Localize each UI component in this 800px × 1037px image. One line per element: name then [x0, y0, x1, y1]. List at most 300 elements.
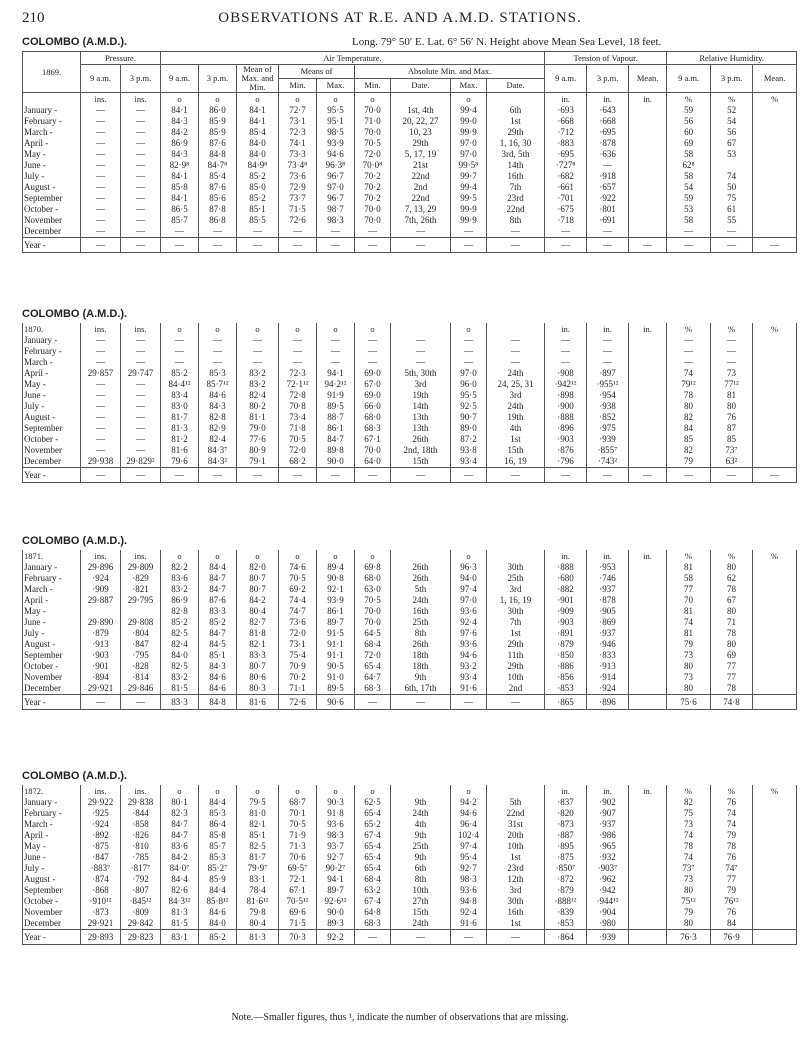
table-cell: — — [121, 116, 161, 127]
table-cell — [753, 885, 797, 896]
table-cell: 70·0 — [355, 617, 391, 628]
table-cell: — — [487, 238, 545, 253]
station-heading — [22, 308, 792, 323]
table-cell: 69 — [711, 650, 753, 661]
table-cell: — — [587, 226, 629, 238]
table-cell: ·657 — [587, 182, 629, 193]
table-cell — [629, 160, 667, 171]
table-cell: 93·6 — [451, 606, 487, 617]
table-cell: 22nd — [487, 204, 545, 215]
table-cell: ·914 — [587, 672, 629, 683]
table-cell: 75 — [667, 808, 711, 819]
table-cell: 78 — [711, 628, 753, 639]
table-cell: 84·0⁷ — [161, 863, 199, 874]
table-cell: ·868 — [81, 885, 121, 896]
table-row — [23, 149, 797, 160]
table-cell — [753, 573, 797, 584]
table-cell: 29·846 — [121, 683, 161, 695]
table-cell — [753, 182, 797, 193]
table-cell: — — [121, 445, 161, 456]
table-cell — [629, 226, 667, 238]
table-cell: ·882 — [545, 584, 587, 595]
table-cell: 98·3 — [451, 874, 487, 885]
table-cell: 86·9 — [161, 595, 199, 606]
month-label: May - — [23, 841, 81, 852]
unit-cell: in. — [545, 93, 587, 106]
table-cell: 87·6 — [199, 182, 237, 193]
unit-cell: in. — [587, 323, 629, 335]
table-cell: 96·3 — [451, 562, 487, 573]
unit-cell: ins. — [81, 550, 121, 562]
table-cell: 82·8 — [199, 412, 237, 423]
table-cell: ·876 — [545, 445, 587, 456]
table-cell: ·980 — [587, 918, 629, 930]
table-cell: 83·2 — [237, 379, 279, 390]
table-cell: — — [81, 346, 121, 357]
table-cell: 70·2 — [355, 171, 391, 182]
table-cell — [753, 379, 797, 390]
table-cell: — — [487, 346, 545, 357]
unit-cell — [487, 785, 545, 797]
table-row — [23, 127, 797, 138]
unit-cell: o — [279, 550, 317, 562]
table-cell: — — [711, 226, 753, 238]
table-cell: — — [199, 468, 237, 483]
table-cell: 81 — [667, 606, 711, 617]
table-cell: 3rd — [487, 584, 545, 595]
table-cell: 80 — [667, 401, 711, 412]
table-cell: 79·9⁷ — [237, 863, 279, 874]
table-cell: 29·747 — [121, 368, 161, 379]
table-cell: — — [451, 930, 487, 945]
table-cell: 29th — [487, 661, 545, 672]
table-cell: 84·4¹² — [161, 379, 199, 390]
unit-cell: o — [451, 93, 487, 106]
unit-cell: % — [667, 323, 711, 335]
table-cell: 99·4 — [451, 105, 487, 116]
table-cell: 84·6 — [199, 672, 237, 683]
table-cell — [629, 182, 667, 193]
table-cell: 65·4 — [355, 808, 391, 819]
table-cell: 85·2 — [199, 617, 237, 628]
month-label: September — [23, 885, 81, 896]
table-cell: ·879 — [545, 639, 587, 650]
table-cell: — — [279, 238, 317, 253]
table-cell: 29·838 — [121, 797, 161, 808]
table-row — [23, 885, 797, 896]
table-cell: 85·4 — [237, 127, 279, 138]
table-cell: ·845¹² — [121, 896, 161, 907]
table-cell: 81·7 — [237, 852, 279, 863]
table-cell: 3rd, 5th — [487, 149, 545, 160]
table-cell: 94·0 — [451, 573, 487, 584]
table-cell: — — [81, 468, 121, 483]
table-row — [23, 628, 797, 639]
table-cell: 84·1 — [161, 171, 199, 182]
table-cell: 91·9 — [317, 390, 355, 401]
table-cell: — — [629, 238, 667, 253]
table-cell: — — [667, 346, 711, 357]
table-cell: ·829 — [121, 573, 161, 584]
table-cell: ·918 — [587, 171, 629, 182]
table-cell: — — [317, 346, 355, 357]
table-cell: 70·0 — [355, 105, 391, 116]
table-cell: 84·1 — [161, 105, 199, 116]
table-cell: 83·6 — [161, 841, 199, 852]
table-cell: — — [121, 434, 161, 445]
section-1870 — [22, 308, 792, 483]
table-cell: 6th, 17th — [391, 683, 451, 695]
table-cell: 61 — [711, 204, 753, 215]
table-cell: ·743² — [587, 456, 629, 468]
table-cell: ·905 — [587, 606, 629, 617]
table-cell: 78 — [711, 683, 753, 695]
table-cell: 84·0 — [237, 138, 279, 149]
table-cell: 29·795 — [121, 595, 161, 606]
table-cell: 76 — [711, 412, 753, 423]
table-cell: 70·5 — [279, 819, 317, 830]
table-cell: 58 — [667, 149, 711, 160]
table-cell: ·675 — [545, 204, 587, 215]
table-cell: 68·3 — [355, 423, 391, 434]
unit-cell — [487, 550, 545, 562]
table-cell: 80 — [711, 562, 753, 573]
table-cell: 79 — [667, 639, 711, 650]
table-cell: 64·0 — [355, 456, 391, 468]
table-cell: 84·2 — [161, 127, 199, 138]
table-cell: 85·9 — [199, 874, 237, 885]
table-cell: ·942 — [587, 885, 629, 896]
table-cell: ·865 — [545, 695, 587, 710]
unit-cell: ins. — [121, 785, 161, 797]
table-cell — [629, 105, 667, 116]
table-cell: 84·3 — [199, 401, 237, 412]
table-cell: — — [487, 695, 545, 710]
table-cell: ·680 — [545, 573, 587, 584]
table-cell — [753, 808, 797, 819]
table-cell: — — [161, 335, 199, 346]
table-cell: 70·5¹² — [279, 896, 317, 907]
table-cell: 84·7 — [161, 819, 199, 830]
unit-cell: in. — [545, 323, 587, 335]
table-cell: — — [81, 445, 121, 456]
table-cell: 94·6 — [451, 650, 487, 661]
table-cell — [753, 930, 797, 945]
unit-cell: % — [753, 323, 797, 335]
table-cell: 69·8 — [355, 562, 391, 573]
table-cell: ·946 — [587, 639, 629, 650]
table-cell: 29·809 — [121, 562, 161, 573]
table-cell: 84·1 — [161, 193, 199, 204]
unit-cell: in. — [629, 550, 667, 562]
table-row — [23, 456, 797, 468]
table-cell: 97·0 — [451, 368, 487, 379]
table-cell: 88·7 — [317, 412, 355, 423]
table-cell: ·954 — [587, 390, 629, 401]
table-cell — [629, 628, 667, 639]
table-cell: 68·4 — [355, 639, 391, 650]
table-cell: 15th — [391, 907, 451, 918]
unit-cell: o — [355, 550, 391, 562]
table-cell: — — [451, 346, 487, 357]
table-cell: 96·7 — [317, 193, 355, 204]
table-cell — [629, 797, 667, 808]
table-row — [23, 918, 797, 930]
table-cell: 85·2⁷ — [199, 863, 237, 874]
month-label: March - — [23, 127, 81, 138]
table-row — [23, 683, 797, 695]
unit-cell: % — [711, 785, 753, 797]
table-cell: 84·7 — [317, 434, 355, 445]
unit-cell: o — [317, 93, 355, 106]
table-cell: 81·7 — [161, 412, 199, 423]
table-cell: 67 — [711, 138, 753, 149]
table-cell: 64·7 — [355, 672, 391, 683]
table-cell: 81·3 — [237, 930, 279, 945]
table-cell: 98·3 — [317, 215, 355, 226]
table-cell: 97·4 — [451, 584, 487, 595]
unit-cell: % — [711, 550, 753, 562]
table-cell: 86·5 — [161, 204, 199, 215]
table-cell: — — [121, 215, 161, 226]
table-row — [23, 412, 797, 423]
table-cell: 85·6 — [199, 193, 237, 204]
table-cell — [629, 695, 667, 710]
table-cell: 84·4 — [199, 885, 237, 896]
table-cell: 19th — [391, 390, 451, 401]
table-cell: — — [451, 357, 487, 368]
table-cell: 98·7 — [317, 204, 355, 215]
unit-cell: % — [711, 93, 753, 106]
month-label: January - — [23, 797, 81, 808]
table-cell: 29·922 — [81, 797, 121, 808]
observations-table — [22, 785, 797, 945]
table-cell: 86·1 — [317, 606, 355, 617]
table-cell — [121, 606, 161, 617]
station-heading — [22, 770, 792, 785]
table-cell: 94·1 — [317, 874, 355, 885]
month-label: January - — [23, 335, 81, 346]
month-label: August - — [23, 639, 81, 650]
table-cell: 82·4 — [237, 390, 279, 401]
month-label: September — [23, 650, 81, 661]
unit-cell: o — [317, 323, 355, 335]
month-label: March - — [23, 357, 81, 368]
unit-cell: o — [279, 323, 317, 335]
table-cell: 26th — [391, 639, 451, 650]
observations-table — [22, 550, 797, 710]
table-cell: 77·6 — [237, 434, 279, 445]
table-cell: ·804 — [121, 628, 161, 639]
section-1869 — [22, 36, 792, 253]
pressure-heading: Pressure. — [81, 52, 161, 65]
table-cell: 70·0 — [355, 127, 391, 138]
table-cell: 79·5 — [237, 797, 279, 808]
table-cell: — — [121, 379, 161, 390]
table-cell: 82·4 — [161, 639, 199, 650]
table-cell — [753, 127, 797, 138]
table-cell: 73⁷ — [711, 445, 753, 456]
year-label: 1870. — [23, 323, 81, 335]
table-cell — [753, 149, 797, 160]
table-row — [23, 841, 797, 852]
table-cell: 99·9 — [451, 204, 487, 215]
table-cell: 68·7 — [279, 797, 317, 808]
unit-cell — [391, 550, 451, 562]
table-cell: 85·3 — [199, 852, 237, 863]
table-cell: 80 — [667, 661, 711, 672]
table-cell: 77 — [711, 672, 753, 683]
month-label: February - — [23, 808, 81, 819]
table-cell: 53 — [711, 149, 753, 160]
month-label: April - — [23, 830, 81, 841]
table-cell: 84·0 — [237, 149, 279, 160]
table-cell — [629, 595, 667, 606]
table-cell: 82 — [667, 797, 711, 808]
table-cell: 64·5 — [355, 628, 391, 639]
table-cell: — — [317, 335, 355, 346]
table-cell: 5, 17, 19 — [391, 149, 451, 160]
table-cell: — — [451, 468, 487, 483]
table-cell: 73·1 — [279, 116, 317, 127]
table-cell: ·896 — [587, 695, 629, 710]
table-cell: 10th — [487, 672, 545, 683]
unit-cell: o — [161, 785, 199, 797]
table-cell: — — [279, 226, 317, 238]
table-cell: — — [451, 335, 487, 346]
table-cell — [753, 562, 797, 573]
table-cell: 91·8 — [317, 808, 355, 819]
table-cell: ·878 — [587, 595, 629, 606]
table-cell: ·895 — [545, 841, 587, 852]
table-cell: — — [199, 226, 237, 238]
table-cell: 14th — [391, 401, 451, 412]
table-cell: — — [391, 226, 451, 238]
unit-cell: o — [199, 785, 237, 797]
table-cell: 84·7⁸ — [199, 160, 237, 171]
table-cell: 13th — [391, 423, 451, 434]
table-cell — [753, 368, 797, 379]
table-cell: 85·1 — [199, 650, 237, 661]
table-cell: 99·0 — [451, 116, 487, 127]
table-row — [23, 335, 797, 346]
table-cell: 81·5 — [161, 683, 199, 695]
table-cell: — — [161, 238, 199, 253]
table-cell — [753, 584, 797, 595]
table-cell: 84·4 — [199, 562, 237, 573]
table-cell: 13th — [391, 412, 451, 423]
table-cell — [629, 390, 667, 401]
table-row — [23, 661, 797, 672]
table-cell: 83·0 — [161, 401, 199, 412]
table-cell: 67·0 — [355, 379, 391, 390]
table-cell: ·746 — [587, 573, 629, 584]
col-means-min: Min. — [279, 79, 317, 93]
table-cell: 86·0 — [199, 105, 237, 116]
table-cell: ·888¹² — [545, 896, 587, 907]
table-cell: 90·7 — [451, 412, 487, 423]
table-cell: 58 — [667, 215, 711, 226]
table-cell: — — [391, 930, 451, 945]
table-cell: 69·2 — [279, 584, 317, 595]
month-label: September — [23, 193, 81, 204]
table-cell: 70·5 — [355, 138, 391, 149]
table-cell — [753, 215, 797, 226]
table-cell: 73·6 — [279, 617, 317, 628]
table-cell: 90·5 — [317, 661, 355, 672]
table-cell: 99·5 — [451, 193, 487, 204]
month-label: June - — [23, 617, 81, 628]
table-cell: 62⁸ — [667, 160, 711, 171]
table-cell: ·908 — [545, 368, 587, 379]
table-cell: ·636 — [587, 149, 629, 160]
table-cell: 80·1 — [161, 797, 199, 808]
table-cell: — — [545, 346, 587, 357]
table-cell — [629, 606, 667, 617]
table-cell — [753, 661, 797, 672]
table-cell: 70·6 — [279, 852, 317, 863]
table-cell: ·701 — [545, 193, 587, 204]
table-cell: 80·4 — [237, 606, 279, 617]
table-cell — [629, 116, 667, 127]
table-cell — [753, 628, 797, 639]
table-cell: 85·2 — [161, 617, 199, 628]
table-cell: 91·1 — [317, 639, 355, 650]
table-cell: 30th — [487, 606, 545, 617]
table-cell: 70·0 — [355, 445, 391, 456]
table-cell — [711, 160, 753, 171]
table-cell: 84·0 — [161, 650, 199, 661]
table-cell — [629, 423, 667, 434]
month-label: September — [23, 423, 81, 434]
table-cell — [629, 852, 667, 863]
table-cell — [629, 412, 667, 423]
table-cell: — — [121, 204, 161, 215]
table-cell — [629, 401, 667, 412]
table-cell: 78 — [711, 584, 753, 595]
table-row — [23, 401, 797, 412]
table-cell — [753, 595, 797, 606]
table-cell: 84·7 — [199, 628, 237, 639]
table-cell: ·872 — [545, 874, 587, 885]
table-cell: — — [81, 138, 121, 149]
table-cell: 82·9 — [199, 423, 237, 434]
table-cell: 85·2 — [237, 171, 279, 182]
table-cell: 83·2 — [161, 584, 199, 595]
table-cell: ·888 — [545, 562, 587, 573]
table-cell: — — [355, 468, 391, 483]
table-cell: 94·2¹² — [317, 379, 355, 390]
table-cell: 85·8 — [161, 182, 199, 193]
unit-cell: o — [199, 323, 237, 335]
table-cell: 86·9 — [161, 138, 199, 149]
col-mean-max-min: Mean of Max. and Min. — [237, 65, 279, 93]
table-cell: 81·6 — [161, 445, 199, 456]
table-cell: 99·5⁸ — [451, 160, 487, 171]
table-cell: 69·6 — [279, 907, 317, 918]
table-cell: ·903⁷ — [587, 863, 629, 874]
table-cell: 6th — [487, 105, 545, 116]
table-cell: 80·2 — [237, 401, 279, 412]
table-cell: — — [667, 468, 711, 483]
table-cell: 87·8 — [199, 204, 237, 215]
table-cell: 29th — [487, 127, 545, 138]
table-cell: 72·9 — [279, 182, 317, 193]
table-cell: — — [355, 930, 391, 945]
table-cell: 4th — [391, 819, 451, 830]
station-heading — [22, 535, 792, 550]
table-cell: ·922 — [587, 193, 629, 204]
